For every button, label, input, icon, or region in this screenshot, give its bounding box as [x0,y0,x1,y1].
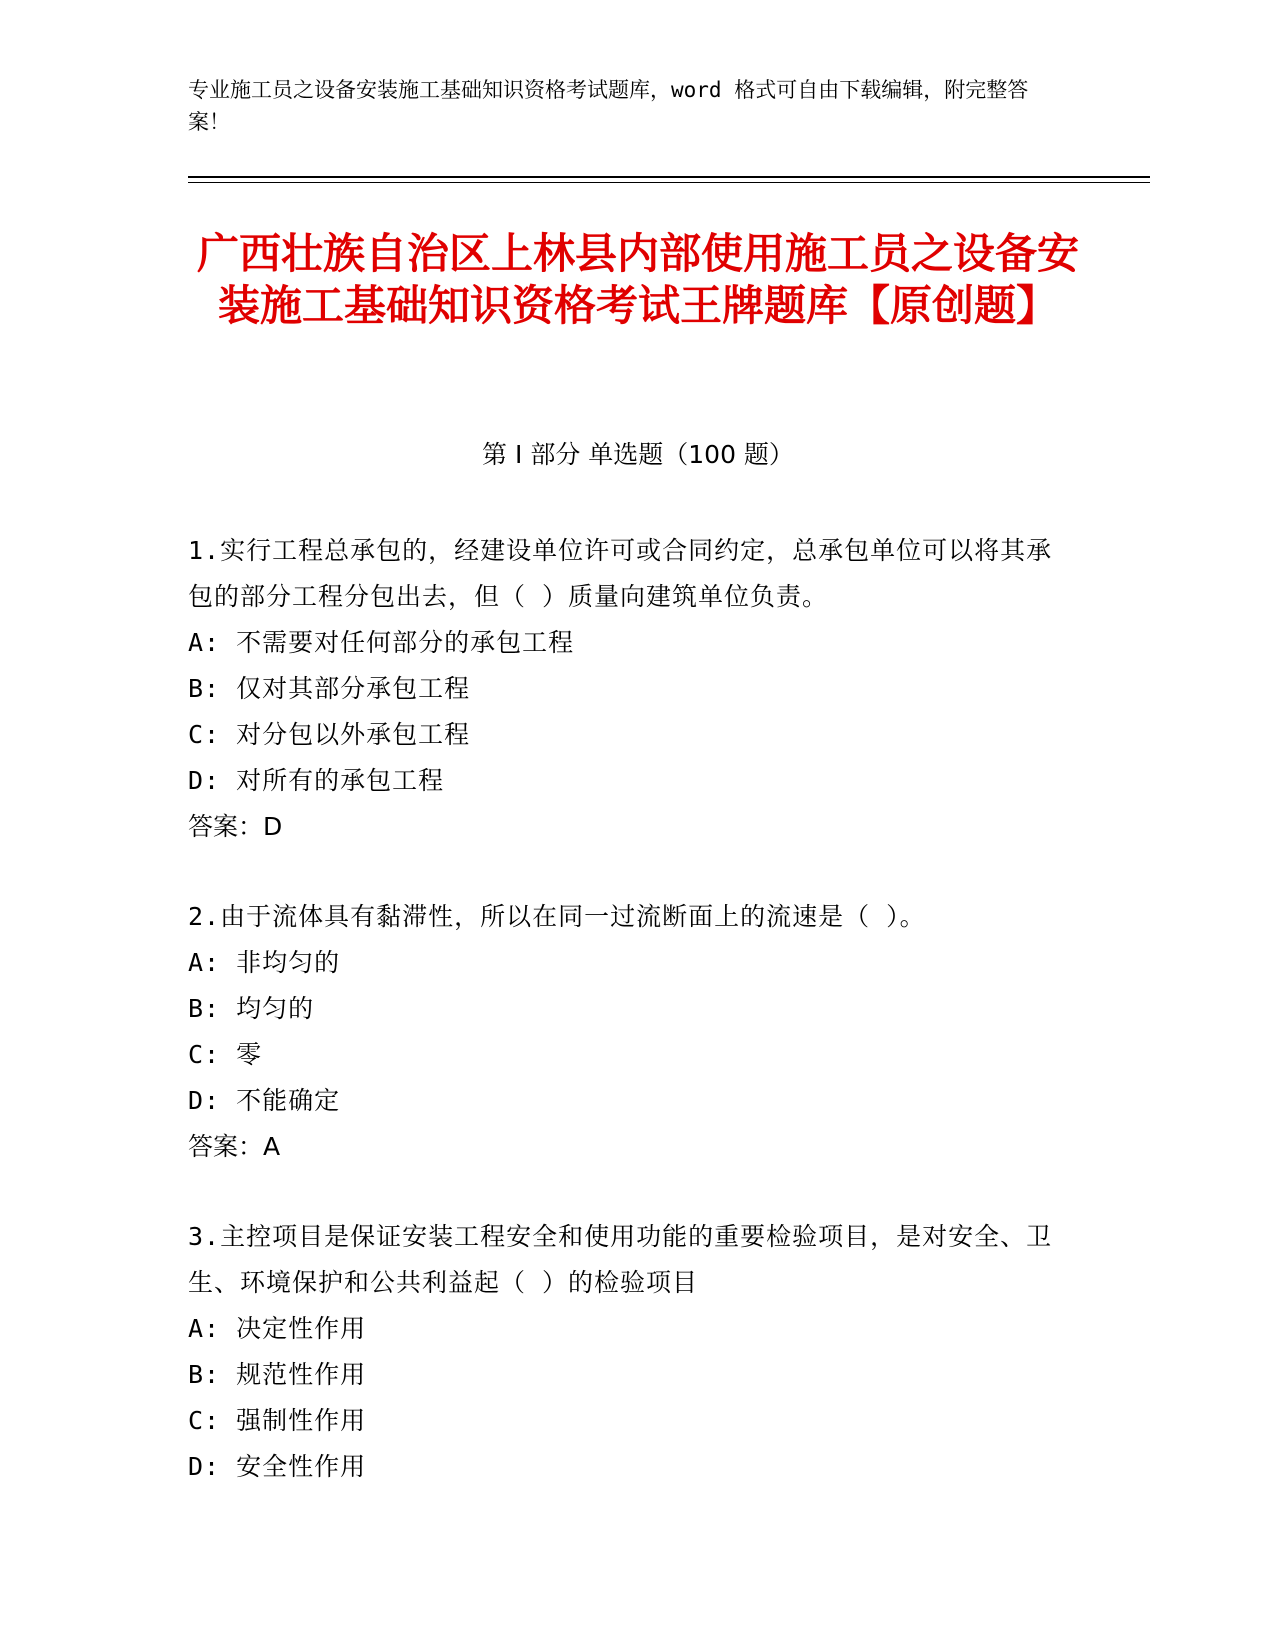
question-stem: 2.由于流体具有黏滞性，所以在同一过流断面上的流速是（ ）。 [188,902,926,931]
option-c: C: 对分包以外承包工程 [188,720,471,749]
option-c: C: 零 [188,1040,263,1069]
header-divider-thin [188,182,1150,183]
option-b: B: 仅对其部分承包工程 [188,674,471,703]
section-heading: 第 I 部分 单选题（100 题） [482,440,794,469]
answer-line: 答案：D [188,812,283,841]
option-b: B: 均匀的 [188,994,315,1023]
question-1 [188,528,1068,850]
option-a: A: 非均匀的 [188,948,341,977]
option-a: A: 不需要对任何部分的承包工程 [188,628,575,657]
option-d: D: 对所有的承包工程 [188,766,445,795]
document-title: 广西壮族自治区上林县内部使用施工员之设备安装施工基础知识资格考试王牌题库【原创题】 [196,229,1079,330]
option-c: C: 强制性作用 [188,1406,367,1435]
header-divider-thick [188,176,1150,178]
option-d: D: 安全性作用 [188,1452,367,1481]
header-note: 专业施工员之设备安装施工基础知识资格考试题库，word 格式可自由下载编辑，附完整答案！ [188,78,1029,134]
question-list [188,528,1068,1534]
option-a: A: 决定性作用 [188,1314,367,1343]
question-3 [188,1214,1068,1490]
option-d: D: 不能确定 [188,1086,341,1115]
option-b: B: 规范性作用 [188,1360,367,1389]
question-stem: 1.实行工程总承包的，经建设单位许可或合同约定，总承包单位可以将其承包的部分工程分包出去，但（ ）质量向建筑单位负责。 [188,536,1053,611]
answer-line: 答案：A [188,1132,281,1161]
question-stem: 3.主控项目是保证安装工程安全和使用功能的重要检验项目，是对安全、卫生、环境保护和公共利益起（ ）的检验项目 [188,1222,1053,1297]
question-2 [188,894,1068,1170]
